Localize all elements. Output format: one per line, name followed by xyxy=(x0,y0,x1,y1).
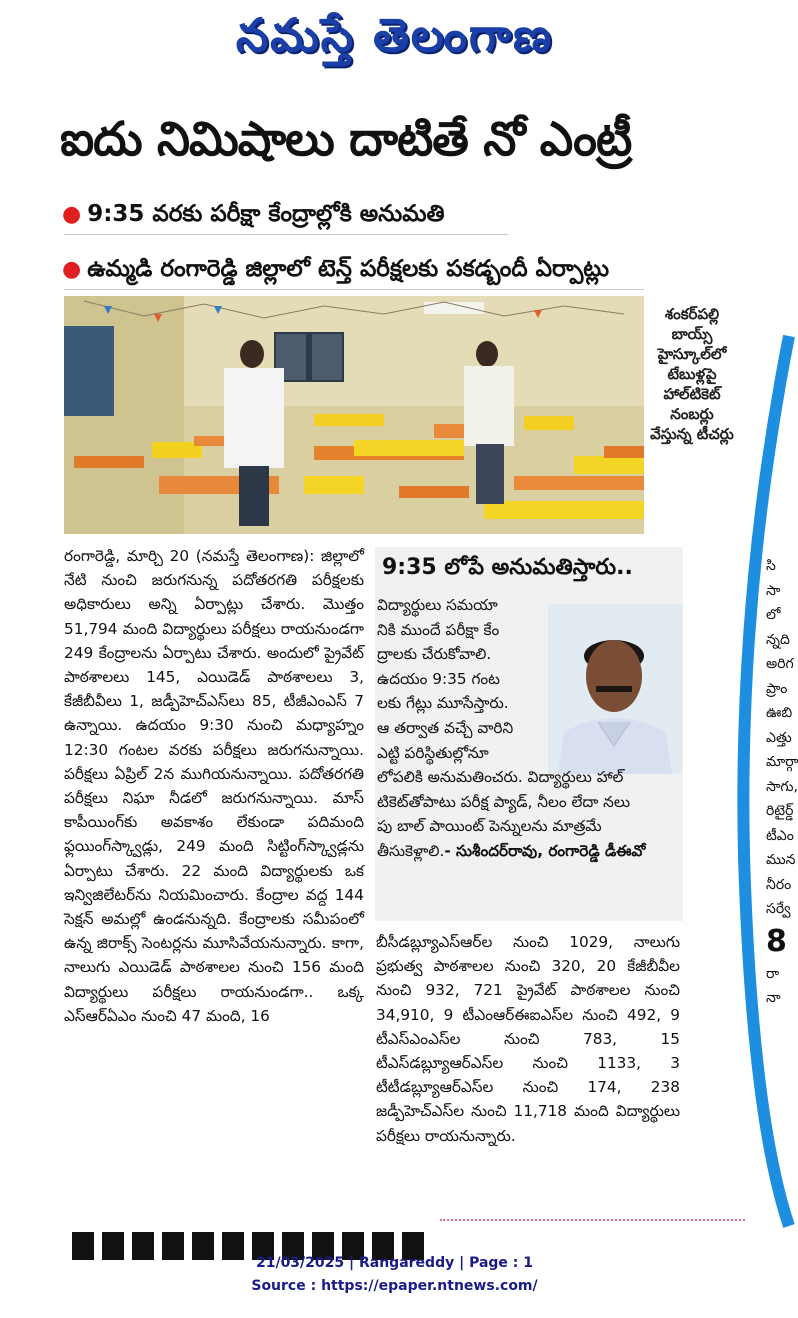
strip-big-number: 8 xyxy=(766,923,787,959)
byline: - సుశీందర్‌రావు, రంగారెడ్డి డీఈవో xyxy=(444,841,646,860)
strip-fragment: అరిగ xyxy=(766,656,794,672)
box-title: 9:35 లోపే అనుమతిస్తారు.. xyxy=(382,555,633,580)
footer-source-link[interactable]: Source : https://epaper.ntnews.com/ xyxy=(251,1278,538,1294)
divider xyxy=(64,234,508,235)
box-line: ఆ తర్వాత వచ్చే వారిని xyxy=(377,718,514,737)
article-text-continued: బీసీడబ్ల్యూఎస్‌ఆర్‌ల నుంచి 1029, నాలుగు ప్రభుత్వ పాఠశాలల నుంచి 320, 20 కేజీబీవీల నుంచి 932, 721 ప్రైవేట్ పాఠశాలల నుంచి 34,910, 9 టీఎంఆర్‌ఈఐఎస్‌ల నుంచి 492, 9 టీఎస్‌ఎంఎస్‌ల నుంచి 783, 15 టీఎస్‌డబ్ల్యూఆర్‌ఎస్‌ల నుంచి 1133, 3 టీటీడబ్ల్యూఆర్‌ఎస్‌ల నుంచి 174, 238 జడ్పీహెచ్‌ఎస్‌ల నుంచి 11,718 మంది విద్యార్థులు పరీక్షలు రాయనున్నారు. xyxy=(376,933,680,1145)
box-line: లకు గేట్లు మూసేస్తారు. xyxy=(377,694,509,713)
box-line: నికి ముందే పరీక్షా కేం xyxy=(377,620,500,639)
strip-fragment: నా xyxy=(766,990,781,1006)
subhead-2-text: ఉమ్మడి రంగారెడ్డి జిల్లాలో టెన్త్ పరీక్షలకు పకడ్బందీ ఏర్పాట్లు xyxy=(87,256,610,282)
strip-fragment: మున xyxy=(766,852,796,868)
divider-dotted xyxy=(440,1219,745,1221)
box-line: ద్రాలకు చేరుకోవాలి. xyxy=(377,645,492,664)
box-line: విద్యార్థులు సమయా xyxy=(377,596,498,614)
classroom-photo xyxy=(64,296,644,534)
classroom-illustration xyxy=(64,296,644,534)
box-last-line xyxy=(377,839,677,864)
strip-fragment: నీరం xyxy=(766,876,792,893)
strip-fragment: రా xyxy=(766,965,780,982)
headline: ఐదు నిమిషాలు దాటితే నో ఎంట్రీ xyxy=(60,112,632,167)
strip-fragment: రిటైర్డ్ xyxy=(766,803,794,819)
strip-fragment: న్నది xyxy=(766,631,790,648)
article-column-2 xyxy=(376,930,680,1148)
article-column-1 xyxy=(64,544,364,1028)
box-line: ఉదయం 9:35 గంట xyxy=(377,669,500,688)
masthead xyxy=(0,0,789,80)
strip-fragment: సి xyxy=(766,558,776,574)
photo-caption: శంకర్‌పల్లి బాయ్స్ హైస్కూల్‌లో టేబుళ్లపై హాల్‌టికెట్ నంబర్లు వేస్తున్న టీచర్లు xyxy=(650,305,734,443)
box-text xyxy=(377,593,677,864)
box-line: తీసుకెళ్లాలి. xyxy=(377,841,445,860)
divider xyxy=(64,289,644,290)
strip-fragment: టీఎం xyxy=(766,827,794,844)
strip-fragment: సాగు, xyxy=(766,778,798,795)
article-text: రంగారెడ్డి, మార్చి 20 (నమస్తే తెలంగాణ): జిల్లాలో నేటి నుంచి జరుగనున్న పదోతరగతి పరీక్షలకు అధికారులు అన్ని ఏర్పాట్లు చేశారు. మొత్తం 51,794 మంది విద్యార్థులు పరీక్షలు రాయనుండగా 249 కేంద్రాలను ఏర్పాటు చేశారు. అందులో ప్రైవేట్ పాఠశాలలు 145, ఎయిడెడ్ పాఠశాలలు 3, కేజీబీవీలు 1, జడ్పీహెచ్‌ఎస్‌లు 85, టీజీఎంఎస్ 7 ఉన్నాయి. ఉదయం 9:30 నుంచి మధ్యాహ్నం 12:30 గంటల వరకు పరీక్షలు జరుగనున్నాయి. పరీక్షలు ఏప్రిల్ 2న ముగియనున్నాయి. పదోతరగతి పరీక్షలు నిఘా నీడలో జరుగనున్నాయి. మాస్ కాపీయింగ్‌కు అవకాశం లేకుండా పదిమంది ఫ్లయింగ్‌స్క్వాడ్లు, 249 మంది సిట్టింగ్‌స్క్వాడ్లను ఏర్పాటు చేశారు. 22 మంది విద్యార్థులకు ఒక ఇన్విజిలేటర్‌ను నియమించారు. కేంద్రాల వద్ద 144 సెక్షన్ అమల్లో ఉండనున్నది. కేంద్రాలకు సమీపంలో ఉన్న జిరాక్స్ సెంటర్లను మూసివేయనున్నారు. కాగా, నాలుగు ఎయిడెడ్ పాఠశాలల నుంచి 156 మంది విద్యార్థులు పరీక్షలు రాయనుండగా.. ఒక్క ఎస్‌ఆర్‌ఏఎం నుంచి 47 మంది, 16 xyxy=(64,547,364,1025)
strip-fragment: లో xyxy=(766,607,781,623)
strip-fragment: సర్వే xyxy=(766,901,791,917)
box-line: టికెట్‌తోపాటు పరీక్ష ప్యాడ్, నీలం లేదా నలు xyxy=(377,792,630,811)
box-line: లోపలికి అనుమతించరు. విద్యార్థులు హాల్ xyxy=(377,768,624,787)
footer-date-line: 21/03/2025 | Rangareddy | Page : 1 xyxy=(255,1255,534,1271)
subhead-2 xyxy=(62,256,609,288)
next-article-headline-cut xyxy=(72,1228,432,1242)
strip-fragment: మార్గా xyxy=(766,754,798,770)
subhead-1 xyxy=(62,201,445,233)
adjacent-article-strip xyxy=(738,296,798,1236)
masthead-title: నమస్తే తెలంగాణ xyxy=(235,8,554,62)
bullet-icon: ● xyxy=(62,257,82,282)
strip-fragment: ఊబి xyxy=(766,705,793,721)
bullet-icon: ● xyxy=(62,202,82,227)
box-line: ఎట్టి పరిస్థితుల్లోనూ xyxy=(377,743,489,762)
box-line: పు బాల్ పాయింట్ పెన్నులను మాత్రమే xyxy=(377,817,602,836)
strip-fragment: సా xyxy=(766,582,781,599)
strip-fragment: ఎత్తు xyxy=(766,729,792,746)
subhead-1-text: 9:35 వరకు పరీక్షా కేంద్రాల్లోకి అనుమతి xyxy=(87,201,445,227)
adjacent-text xyxy=(766,554,798,1011)
strip-fragment: ప్రాం xyxy=(766,680,788,697)
